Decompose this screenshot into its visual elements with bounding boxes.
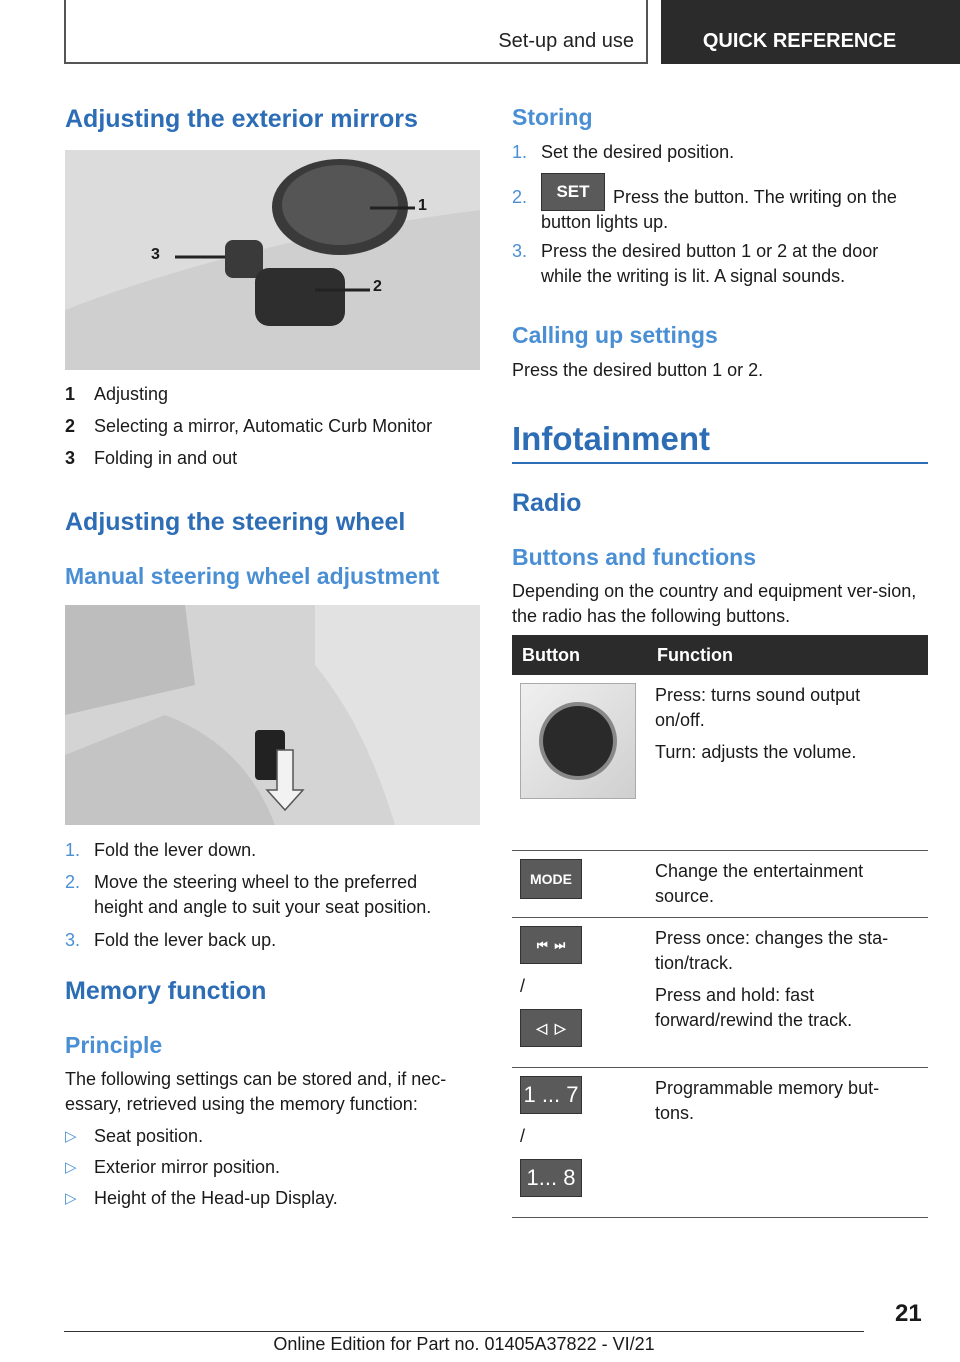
mode-button-icon: MODE (520, 859, 582, 899)
set-button-icon: SET (541, 173, 605, 211)
list-item (512, 239, 928, 297)
function-cell (647, 917, 928, 1067)
button-cell (512, 917, 647, 1067)
table-row (512, 675, 928, 850)
function-text: Programmable memory but-tons. (655, 1077, 880, 1123)
steering-subtitle: Manual steering wheel adjustment (65, 563, 440, 589)
memory-bullets (65, 1124, 475, 1217)
step-text: Press the button. The writing on the button lights up. (541, 187, 897, 232)
legend-text: Adjusting (94, 384, 169, 404)
calling-text: Press the desired button 1 or 2. (512, 360, 764, 380)
step-text: Move the steering wheel to the preferred height and angle to suit your seat position. (94, 872, 432, 917)
step-number: 2. (512, 187, 528, 207)
mirror-callout-2: 2 (373, 278, 382, 295)
legend-text: Selecting a mirror, Automatic Curb Monitor (94, 416, 433, 436)
seek-arrows-icon: ◁ ▷ (520, 1009, 582, 1047)
function-cell (647, 850, 928, 917)
button-cell (512, 1067, 647, 1217)
header-section-label: Set-up and use (498, 30, 634, 52)
bullet-text: Seat position. (94, 1126, 204, 1146)
infotainment-title: Infotainment (512, 420, 710, 457)
separator-text: / (520, 975, 526, 996)
volume-knob-icon (520, 683, 636, 799)
col-function-header: Function (647, 635, 928, 675)
function-text: Press once: changes the sta-tion/track. (655, 927, 889, 973)
calling-title: Calling up settings (512, 322, 718, 348)
button-cell (512, 675, 647, 850)
header-section-box (64, 0, 648, 64)
function-cell (647, 1067, 928, 1217)
step-number: 3. (512, 241, 528, 261)
legend-text: Folding in and out (94, 448, 238, 468)
memory-title: Memory function (65, 977, 267, 1005)
function-text: Change the entertainment source. (655, 860, 864, 906)
function-cell (647, 675, 928, 850)
bullet-text: Exterior mirror position. (94, 1157, 281, 1177)
list-item (65, 1186, 475, 1217)
bullet-triangle-icon: ▷ (65, 1128, 77, 1145)
list-item (65, 838, 475, 870)
header-tab (661, 0, 960, 64)
step-text: Set the desired position. (541, 142, 735, 162)
legend-number: 3 (65, 448, 76, 468)
steering-title: Adjusting the steering wheel (65, 508, 406, 536)
step-number: 2. (65, 872, 81, 892)
mirror-callout-3: 3 (151, 246, 160, 263)
mirror-controls-photo (65, 150, 480, 370)
table-row (512, 1067, 928, 1217)
storing-title: Storing (512, 104, 593, 130)
list-item (512, 173, 928, 239)
mirrors-title: Adjusting the exterior mirrors (65, 105, 418, 133)
mirror-callout-1: 1 (418, 197, 427, 214)
step-text: Fold the lever down. (94, 840, 257, 860)
mirror-legend (65, 382, 475, 478)
bullet-text: Height of the Head-up Display. (94, 1188, 338, 1208)
steering-steps (65, 838, 475, 960)
col-button-header: Button (512, 635, 647, 675)
legend-number: 1 (65, 384, 76, 404)
bullet-triangle-icon: ▷ (65, 1159, 77, 1176)
steering-lever-photo (65, 605, 480, 825)
principle-text: The following settings can be stored and, if nec-essary, retrieved using the memory function: (65, 1069, 447, 1114)
buttons-table (512, 635, 928, 1218)
legend-number: 2 (65, 416, 76, 436)
legend-item (65, 414, 475, 446)
list-item (65, 1124, 475, 1155)
legend-item (65, 382, 475, 414)
table-row (512, 917, 928, 1067)
button-cell (512, 850, 647, 917)
list-item (512, 140, 928, 173)
list-item (65, 928, 475, 960)
header-tab-label: QUICK REFERENCE (702, 30, 897, 52)
function-text: Press: turns sound output on/off. (655, 685, 861, 730)
footer-rule (64, 1331, 864, 1332)
infotainment-rule (512, 462, 928, 464)
principle-title: Principle (65, 1032, 163, 1058)
legend-item (65, 446, 475, 478)
memory-buttons-1-7-icon: 1 ... 7 (520, 1076, 582, 1114)
table-row (512, 850, 928, 917)
skip-track-buttons-icon: ⏮ ⏭ (520, 926, 582, 964)
list-item (65, 1155, 475, 1186)
step-text: Press the desired button 1 or 2 at the door while the writing is lit. A signal sounds. (541, 241, 879, 286)
buttons-text: Depending on the country and equipment ver-sion, the radio has the following buttons. (512, 581, 917, 626)
separator-text: / (520, 1125, 526, 1146)
function-text: Press and hold: fast forward/rewind the track. (655, 984, 853, 1030)
page-number: 21 (895, 1300, 922, 1327)
buttons-title: Buttons and functions (512, 544, 757, 570)
step-number: 3. (65, 930, 81, 950)
function-text: Turn: adjusts the volume. (655, 742, 857, 762)
footer-edition: Online Edition for Part no. 01405A37822 - VI/21 (273, 1334, 655, 1354)
storing-steps (512, 140, 928, 297)
memory-buttons-1-8-icon: 1... 8 (520, 1159, 582, 1197)
step-number: 1. (512, 142, 528, 162)
list-item (65, 870, 475, 928)
step-number: 1. (65, 840, 81, 860)
radio-title: Radio (512, 489, 582, 517)
step-text: Fold the lever back up. (94, 930, 277, 950)
table-header-row (512, 635, 928, 675)
bullet-triangle-icon: ▷ (65, 1190, 77, 1207)
